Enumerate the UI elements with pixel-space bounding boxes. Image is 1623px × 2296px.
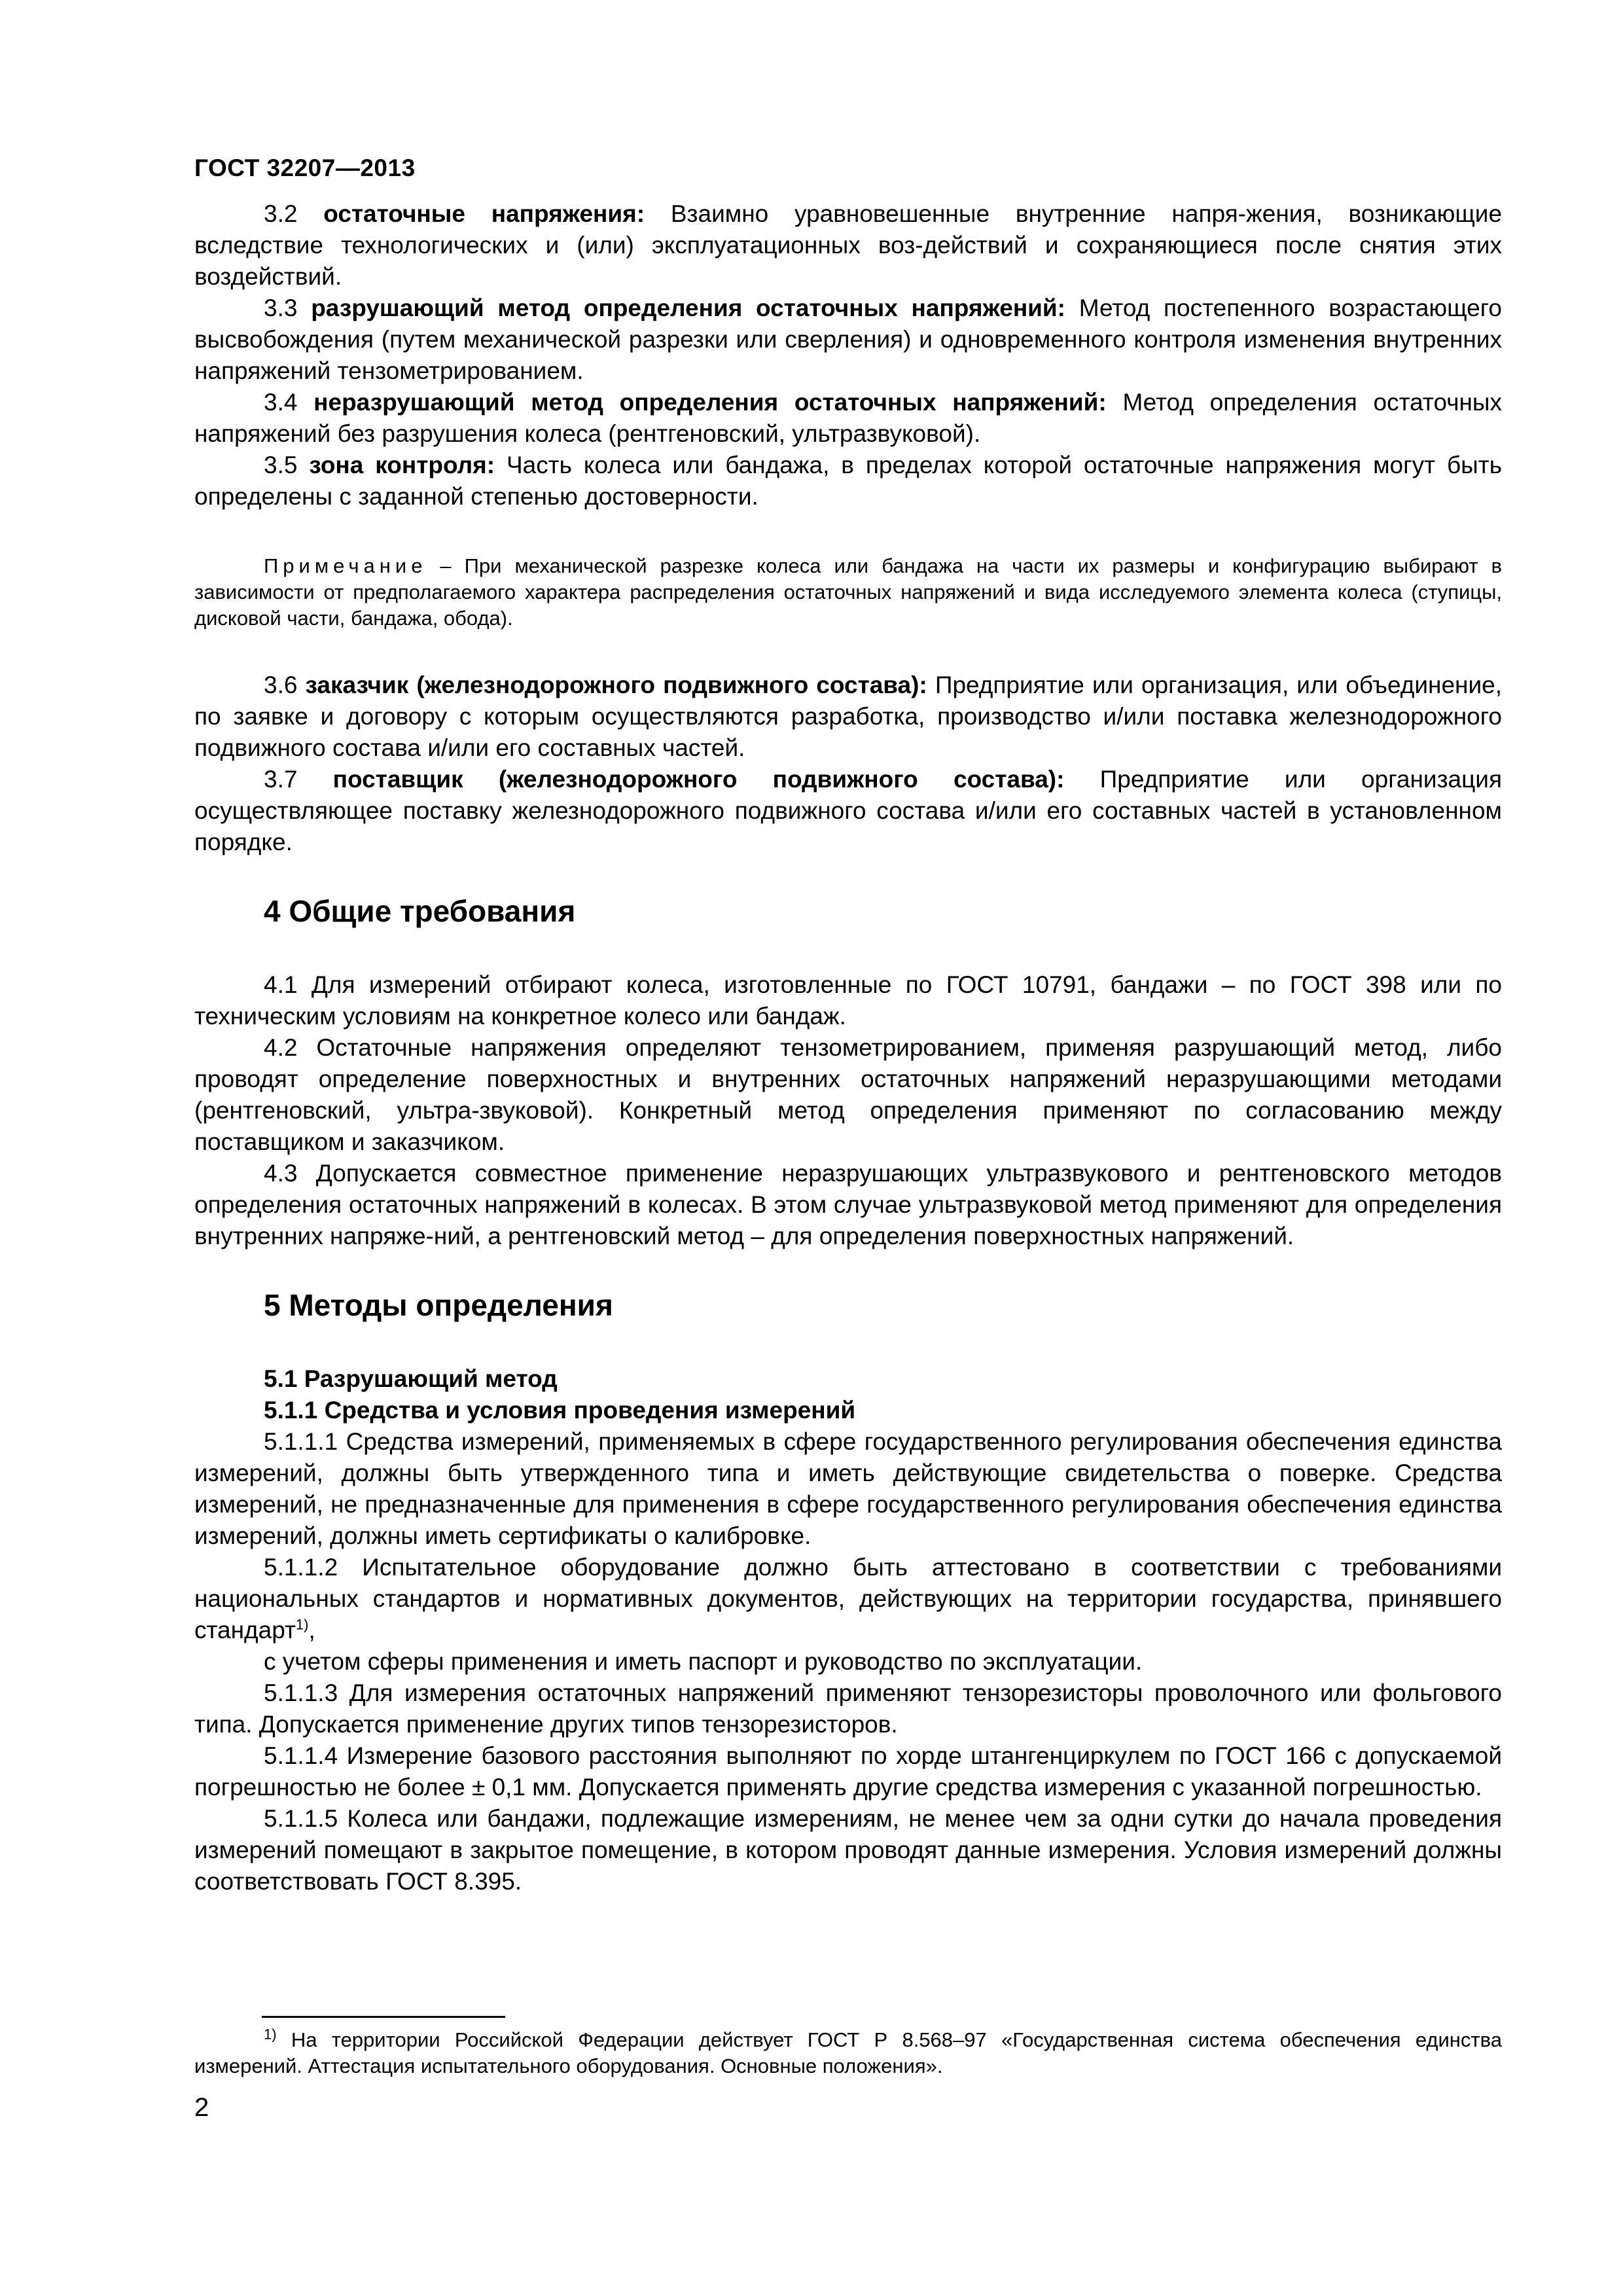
paragraph-5-1-1-2: 5.1.1.2 Испытательное оборудование должно быть аттестовано в соответствии с требованиями национальных стандартов и нормативных документов, действующих на территории государства, принявшего стандарт$^{1)}$, bbox=[194, 1554, 1502, 1643]
term-name: остаточные напряжения: bbox=[323, 200, 645, 227]
term-3-6: 3.6 заказчик (железнодорожного подвижного состава): Предприятие или организация, или объединение, по заявке и договору с которым осуществляются разработка, производство и/или поставка железнодорожного подвижного состава и/или его составных частей. bbox=[194, 672, 1502, 761]
term-name: поставщик (железнодорожного подвижного состава): bbox=[332, 766, 1065, 793]
paragraph-5-1-1-2-continued: с учетом сферы применения и иметь паспорт и руководство по эксплуатации. bbox=[264, 1648, 1143, 1675]
document-header: ГОСТ 32207—2013 bbox=[194, 154, 416, 181]
paragraph-4-3: 4.3 Допускается совместное применение неразрушающих ультразвукового и рентгеновского методов определения остаточных напряжений в колесах. В этом случае ультразвуковой метод применяют для определения внутренних напряже-ний, а рентгеновский метод – для определения поверхностных напряжений. bbox=[194, 1160, 1502, 1249]
term-3-4: 3.4 неразрушающий метод определения остаточных напряжений: Метод определения остаточных напряжений без разрушения колеса (рентгеновский, ультразвуковой). bbox=[194, 389, 1503, 447]
paragraph-5-1-1-1: 5.1.1.1 Средства измерений, применяемых в сфере государственного регулирования обеспечения единства измерений, должны быть утвержденного типа и иметь действующие свидетельства о поверке. Средства измерений, не предназначенные для применения в сфере государственного регулирования обеспечения единства измерений, должны иметь сертификаты о калибровке. bbox=[194, 1428, 1502, 1549]
term-name: зона контроля: bbox=[309, 452, 495, 478]
footnote-marker: 1) bbox=[264, 2026, 277, 2043]
term-3-2: 3.2 остаточные напряжения: Взаимно уравновешенные внутренние напря-жения, возникающие вследствие технологических и (или) эксплуатационных воз-действий и сохраняющиеся после снятия этих воздействий. bbox=[194, 200, 1503, 290]
paragraph-5-1-1-5: 5.1.1.5 Колеса или бандажи, подлежащие измерениям, не менее чем за одни сутки до начала проведения измерений помещают в закрытое помещение, в котором проводят данные измерения. Условия измерений должны соответствовать ГОСТ 8.395. bbox=[194, 1805, 1502, 1895]
section-4-heading: 4 Общие требования bbox=[264, 894, 576, 928]
page-number: 2 bbox=[194, 2093, 209, 2122]
note-text: – При механической разрезке колеса или бандажа на части их размеры и конфигурацию выбирают в зависимости от предполагаемого характера распределения остаточных напряжений и вида исследуемого элемента колеса (ступицы, дисковой части, бандажа, обода). bbox=[194, 554, 1502, 630]
term-3-5: 3.5 зона контроля: Часть колеса или бандажа, в пределах которой остаточные напряжения могут быть определены с заданной степенью достоверности. bbox=[194, 452, 1502, 510]
footnote-reference[interactable]: 1) bbox=[295, 1616, 309, 1633]
term-name: неразрушающий метод определения остаточных напряжений: bbox=[313, 389, 1107, 416]
paragraph-4-2: 4.2 Остаточные напряжения определяют тензометрированием, применяя разрушающий метод, либо проводят определение поверхностных и внутренних остаточных напряжений неразрушающими методами (рентгеновский, ультра-звуковой). Конкретный метод определения применяют по согласованию между поставщиком и заказчиком. bbox=[194, 1034, 1502, 1155]
term-name: заказчик (железнодорожного подвижного состава): bbox=[305, 672, 927, 698]
note bbox=[194, 553, 1502, 632]
paragraph-4-1: 4.1 Для измерений отбирают колеса, изготовленные по ГОСТ 10791, бандажи – по ГОСТ 398 или по техническим условиям на конкретное колесо или бандаж. bbox=[194, 971, 1502, 1030]
footnote-separator bbox=[262, 2016, 505, 2018]
term-3-7: 3.7 поставщик (железнодорожного подвижного состава): Предприятие или организация осуществляющее поставку железнодорожного подвижного состава и/или его составных частей в установленном порядке. bbox=[194, 766, 1503, 855]
subsection-5-1-1-heading: 5.1.1 Средства и условия проведения измерений bbox=[264, 1397, 856, 1424]
term-3-3: 3.3 разрушающий метод определения остаточных напряжений: Метод постепенного возрастающего высвобождения (путем механической разрезки или сверления) и одновременного контроля изменения внутренних напряжений тензометрированием. bbox=[194, 295, 1503, 384]
subsection-5-1-heading: 5.1 Разрушающий метод bbox=[264, 1365, 558, 1392]
term-name: разрушающий метод определения остаточных напряжений: bbox=[311, 295, 1065, 321]
footnote-text: На территории Российской Федерации действует ГОСТ Р 8.568–97 «Государственная система обеспечения единства измерений. Аттестация испытательного оборудования. Основные положения». bbox=[194, 2028, 1502, 2077]
section-5-heading: 5 Методы определения bbox=[264, 1288, 613, 1322]
paragraph-5-1-1-3: 5.1.1.3 Для измерения остаточных напряжений применяют тензорезисторы проволочного или фольгового типа. Допускается применение других типов тензорезисторов. bbox=[194, 1679, 1502, 1738]
document-body bbox=[194, 198, 1502, 1897]
footnote bbox=[194, 2027, 1502, 2079]
note-label: Примечание bbox=[264, 554, 427, 577]
paragraph-5-1-1-4: 5.1.1.4 Измерение базового расстояния выполняют по хорде штангенциркулем по ГОСТ 166 с допускаемой погрешностью не более ± 0,1 мм. Допускается применять другие средства измерения с указанной погрешностью. bbox=[194, 1742, 1502, 1801]
